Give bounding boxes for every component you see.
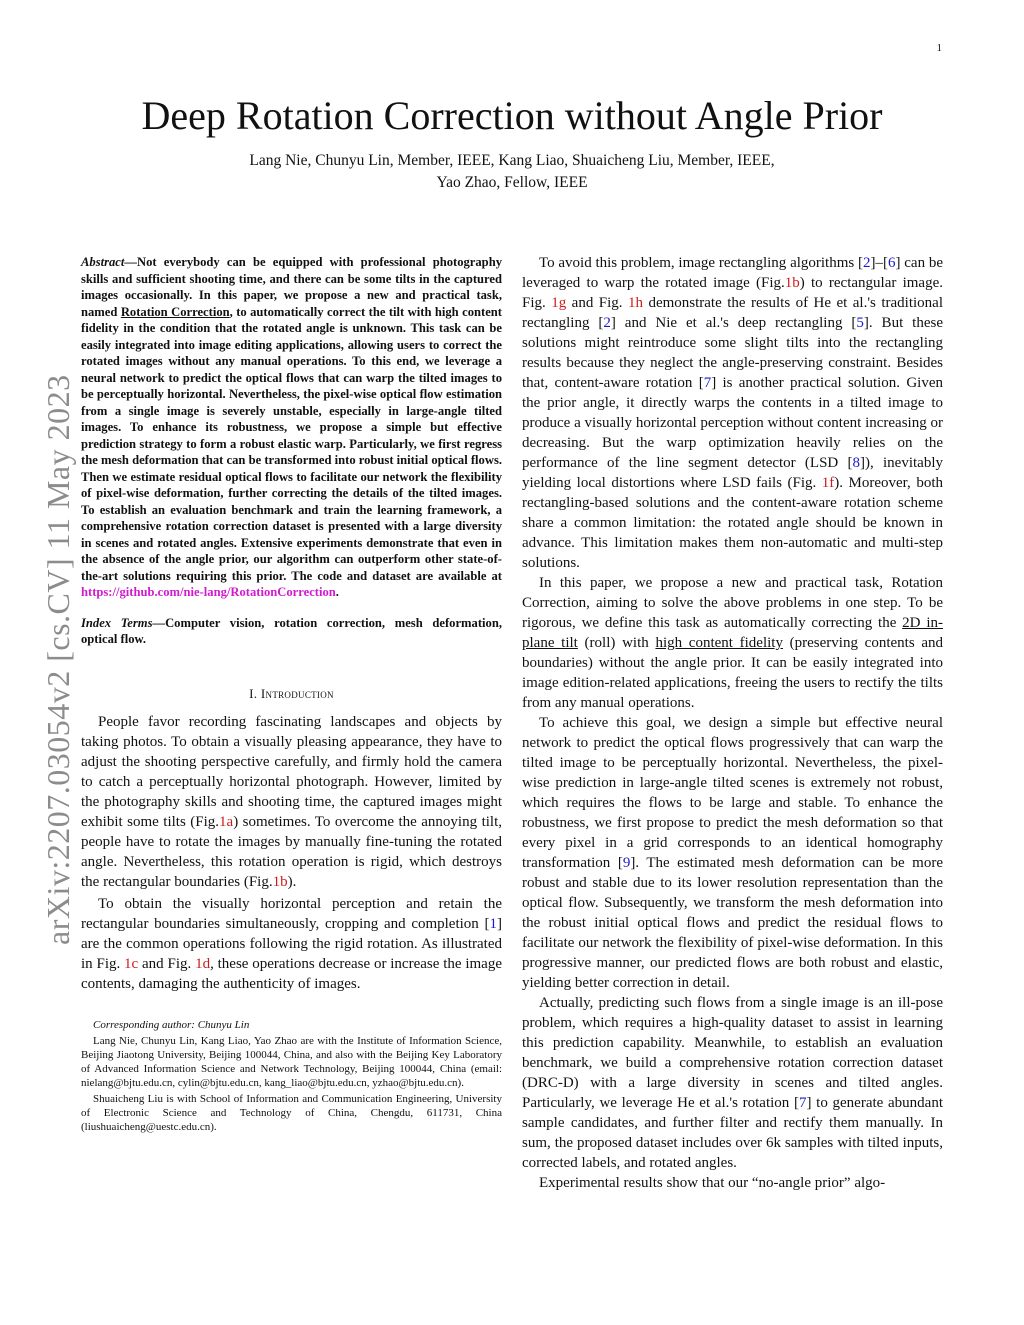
text: To obtain the visually horizontal perception and retain the rectangular boundaries simultaneously, cropping and completion [ (81, 895, 502, 932)
right-column (522, 253, 943, 1193)
authors-line-1-text: Lang Nie, Chunyu Lin, Member, IEEE, Kang Liao, Shuaicheng Liu, Member, IEEE, (249, 152, 775, 169)
text: , these operations decrease or increase the image contents, damaging the authenticity of images. (81, 955, 502, 992)
text: ] to generate abundant sample candidates, and further filter and rectify them manually. In sum, the proposed dataset includes over 6k samples with tilted inputs, corrected labels, and rotated angles. (522, 1095, 943, 1171)
abstract (81, 254, 502, 601)
text: (preserving contents and boundaries) without the angle prior. It can be easily integrated into image edition-related applications, freeing the users to rectify the tilts from any manual operations. (522, 635, 944, 711)
text: ] can be leveraged to warp the rotated image (Fig. (522, 255, 943, 291)
abstract-task-name: Rotation Correction (120, 304, 230, 319)
text: ]–[ (870, 255, 888, 271)
index-terms-text: Computer vision, rotation correction, mesh deformation, optical flow. (81, 615, 502, 646)
citation-link-8[interactable]: 8 (852, 455, 861, 471)
authors-line-1 (150, 150, 874, 172)
abstract-label: Abstract— (81, 255, 137, 269)
fig-link-1h[interactable]: 1h (628, 295, 643, 311)
underlined-term: 2D in-plane tilt (522, 615, 943, 651)
text: In this paper, we propose a new and practical task, Rotation Correction, aiming to solve the above problems in one step. To be rigorous, we define this task as automatically correcting the (522, 575, 943, 631)
page-number: 1 (936, 42, 942, 54)
citation-link-2[interactable]: 2 (603, 315, 611, 331)
text: To avoid this problem, image rectangling algorithms [ (539, 255, 863, 271)
citation-link-2[interactable]: 2 (863, 255, 871, 271)
abstract-end: . (335, 585, 339, 599)
text: ) sometimes. To overcome the annoying tilt, people have to rotate the images by manually fine-tuning the rotated angle. Nevertheless, this rotation operation is rigid, which destroys the rectangular boundaries (Fig. (81, 813, 502, 890)
github-link[interactable]: https://github.com/nie-lang/RotationCorrection (81, 585, 336, 599)
citation-link-1[interactable]: 1 (489, 915, 497, 932)
authors-line-2 (150, 172, 874, 194)
fig-link-1c[interactable]: 1c (124, 955, 139, 972)
citation-link-9[interactable]: 9 (622, 855, 631, 871)
left-column (81, 254, 502, 1136)
text: (roll) with (577, 635, 656, 651)
intro-paragraph-1 (81, 712, 502, 892)
text: People favor recording fascinating landscapes and objects by taking photos. To obtain a visually pleasing appearance, they have to adjust the shooting perspective carefully, and firmly hold the camera to catch a perceptually horizontal photograph. However, limited by the photography skills and shooting time, the captured images might exhibit some tilts (Fig. (81, 713, 502, 830)
intro-paragraph-6 (522, 993, 943, 1173)
fig-link-1g[interactable]: 1g (551, 295, 567, 311)
footnote-affiliation-2: Shuaicheng Liu is with School of Information and Communication Engineering, University of Electronic Science and Technology of China, Chengdu, 611731, China (liushuaicheng@uestc.edu.cn). (81, 1092, 502, 1133)
text: ]. The estimated mesh deformation can be more robust and stable due to its lower resolution representation than the optical flow. Subsequently, we transform the mesh deformation into the robust initial optical flows and predict the residual flows to facilitate our network the flexibility of pixel-wise deformation. In this progressive manner, our predicted flows are both robust and elastic, yielding better correction in detail. (522, 855, 943, 991)
underlined-term: high content fidelity (655, 635, 783, 651)
index-terms-label: Index Terms— (81, 615, 166, 630)
intro-paragraph-2 (81, 894, 502, 994)
text: ]. But these solutions might reintroduce some slight tilts into the rectangling results because they neglect the angle-preserving constraint. Besides that, content-aware rotation [ (522, 315, 943, 391)
citation-link-7[interactable]: 7 (703, 375, 712, 391)
intro-paragraph-5 (522, 713, 943, 993)
text: demonstrate the results of He et al.'s traditional rectangling [ (522, 295, 943, 331)
abstract-text-1: Not everybody can be equipped with professional photography skills and sufficient shooting time, and there can be some tilts in the captured images occasionally. In this paper, we propose a new and practical task, named (81, 255, 502, 319)
index-terms (81, 615, 502, 648)
author-list (150, 150, 874, 194)
citation-link-5[interactable]: 5 (856, 315, 864, 331)
arxiv-stamp: arXiv:2207.03054v2 [cs.CV] 11 May 2023 (40, 374, 76, 945)
section-heading-introduction: I. Introduction (249, 685, 334, 701)
intro-paragraph-3 (522, 253, 943, 573)
text: ] is another practical solution. Given the prior angle, it directly warps the contents in a tilted image to produce a visually horizontal perception without content increasing or decreasing. But the warp optimization heavily relies on the performance of the line segment detector (LSD [ (522, 375, 943, 471)
text: ] are the common operations following the rigid rotation. As illustrated in Fig. (81, 915, 502, 972)
text: ] and Nie et al.'s deep rectangling [ (610, 315, 857, 331)
footnote-corresponding-author: Corresponding author: Chunyu Lin (93, 1018, 250, 1031)
text: ) to rectangular image. Fig. (522, 275, 943, 311)
text: ]), inevitably yielding local distortions where LSD fails (Fig. (522, 455, 943, 491)
intro-paragraph-4 (522, 573, 943, 713)
fig-link-1b[interactable]: 1b (272, 873, 288, 890)
fig-link-1a[interactable]: 1a (219, 813, 234, 830)
paper-title: Deep Rotation Correction without Angle Prior (141, 93, 883, 138)
citation-link-6[interactable]: 6 (888, 255, 896, 271)
text: ). (287, 873, 297, 890)
authors-line-2-text: Yao Zhao, Fellow, IEEE (436, 174, 588, 191)
text: and Fig. (566, 295, 628, 311)
text: ). Moreover, both rectangling-based solutions and the content-aware rotation scheme share a common limitation: the rotated angle should be known in advance. This limitation makes them non-automatic and multi-step solutions. (522, 475, 943, 571)
text: and Fig. (138, 955, 196, 972)
fig-link-1f[interactable]: 1f (821, 475, 835, 491)
fig-link-1b[interactable]: 1b (784, 275, 800, 291)
text: Actually, predicting such flows from a single image is an ill-pose problem, which requires a high-quality dataset to assist in learning this prediction capability. Meanwhile, to establish an evaluation benchmark, we build a comprehensive rotation correction dataset (DRC-D) with a large diversity in scenes and tilted angles. Particularly, we leverage He et al.'s rotation [ (522, 995, 943, 1111)
intro-paragraph-7: Experimental results show that our “no-angle prior” algo- (539, 1175, 886, 1191)
text: To achieve this goal, we design a simple but effective neural network to predict the optical flows progressively that can warp the tilted image to be perceptually horizontal. Nevertheless, the pixel-wise prediction in large-angle tilted scenes is extremely not robust, which requires the flows to be large and stable. To enhance the robustness, we first propose to predict the mesh deformation so that every pixel in a grid corresponds to an identical homography transformation [ (522, 715, 943, 871)
citation-link-7[interactable]: 7 (798, 1095, 807, 1111)
footnotes (81, 1018, 502, 1134)
footnote-affiliation-1: Lang Nie, Chunyu Lin, Kang Liao, Yao Zhao are with the Institute of Information Science, Beijing Jiaotong University, Beijing 100044, China, and also with the Beijing Key Laboratory of Advanced Information Science and Network Technology, Beijing 100044, China (email: nielang@bjtu.edu.cn, cylin@bjtu.edu.cn, kang_liao@bjtu.edu.cn, yzhao@bjtu.edu.cn). (81, 1034, 502, 1089)
abstract-text-2: , to automatically correct the tilt with high content fidelity in the condition that the rotated angle is unknown. This task can be easily integrated into image editing applications, allowing users to correct the rotated images without any manual operations. To this end, we leverage a neural network to predict the optical flows that can warp the tilted images to be perceptually horizontal. Nevertheless, the pixel-wise optical flow estimation from a single image is severely unstable, especially in large-angle tilted images. To enhance its robustness, we propose a simple but effective prediction strategy to form a robust elastic warp. Particularly, we first regress the mesh deformation that can be transformed into robust initial optical flows. Then we estimate residual optical flows to facilitate our network the flexibility of pixel-wise deformation, further correcting the details of the tilted images. To establish an evaluation benchmark and train the learning framework, a comprehensive rotation correction dataset is presented with a large diversity in scenes and rotated angles. Extensive experiments demonstrate that even in the absence of the angle prior, our algorithm can outperform other state-of-the-art solutions requiring this prior. The code and dataset are available at (81, 304, 502, 583)
fig-link-1d[interactable]: 1d (195, 955, 211, 972)
